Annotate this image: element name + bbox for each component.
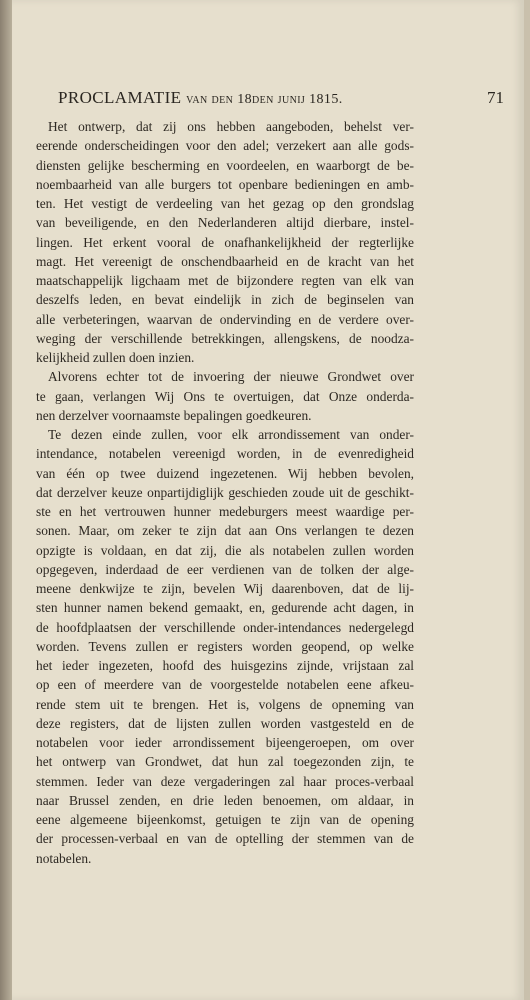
text-line: te gaan, verlangen Wij Ons te overtuigen, dat Onze onderda-: [36, 388, 414, 404]
text-line: van één op twee duizend ingezetenen. Wij hebben bevolen,: [36, 465, 414, 481]
text-line: weging der verschillende betrekkingen, allengskens, de noodza-: [36, 330, 414, 346]
text-line: kelijkheid zullen doen inzien.: [36, 350, 195, 365]
text-line: de hoofdplaatsen der verschillende onder-intendances nedergelegd: [36, 619, 414, 635]
text-line: het ieder ingezeten, hoofd des huisgezins zijnde, vrijstaan zal: [36, 658, 414, 673]
text-line: noembaarheid van alle burgers tot openbare bedieningen en amb-: [36, 176, 414, 192]
text-line: deze registers, dat de lijsten zullen worden vastgesteld en de: [36, 715, 414, 731]
running-title-sub: van den 18den junij 1815.: [186, 92, 343, 107]
text-line: van beveiligende, en den Nederlanderen altijd dierbare, instel-: [36, 215, 414, 231]
running-title-main: PROCLAMATIE: [58, 88, 182, 107]
text-line: naar Brussel zenden, en drie leden benoemen, om aldaar, in: [36, 792, 414, 808]
text-line: meene denkwijze te zijn, bevelen Wij daarenboven, dat de lij-: [36, 581, 414, 596]
text-line: ste en het vertrouwen hunner medeburgers meest waardige per-: [36, 504, 414, 519]
text-line: diensten gelijke bescherming en voordeelen, en waarborgt de be-: [36, 157, 414, 173]
text-line: alle verbeteringen, waarvan de ondervinding en de verdere over-: [36, 311, 414, 327]
text-line: opgegeven, inderdaad de eer verdienen van de tolken der alge-: [36, 561, 414, 577]
page-gutter: [0, 0, 12, 1000]
text-line: ten. Het vestigt de verdeeling van het gezag op den grondslag: [36, 196, 414, 211]
text-line: lingen. Het erkent vooral de onafhankelijkheid der regterlijke: [36, 234, 414, 250]
text-line: notabelen.: [36, 850, 92, 866]
text-line: op een of meerdere van de voorgestelde notabelen eene afkeu-: [36, 677, 414, 693]
running-title: [58, 88, 343, 108]
text-line: stemmen. Ieder van deze vergaderingen zal haar proces-verbaal: [36, 773, 414, 789]
text-line: Het ontwerp, dat zij ons hebben aangeboden, behelst ver-: [48, 119, 414, 134]
text-line: sonen. Maar, om zeker te zijn dat aan Ons verlangen te dezen: [36, 523, 414, 539]
text-line: nen derzelver voornaamste bepalingen goedkeuren.: [36, 407, 312, 423]
text-line: magt. Het vereenigt de onschendbaarheid en de kracht van het: [36, 253, 414, 269]
text-line: eerende onderscheidingen voor den adel; verzekert aan alle gods-: [36, 138, 414, 154]
body-text: [36, 117, 414, 868]
text-line: der processen-verbaal en van de optelling der stemmen van de: [36, 831, 414, 847]
running-header: [24, 88, 512, 108]
text-line: Te dezen einde zullen, voor elk arrondissement van onder-: [48, 427, 414, 442]
text-line: notabelen voor ieder arrondissement bijeengeroepen, om over: [36, 735, 414, 750]
text-line: eene algemeene bijeenkomst, getuigen te zijn van de opening: [36, 812, 414, 827]
text-line: rende stem uit te brengen. Het is, volgens de opneming van: [36, 696, 414, 712]
text-line: dat derzelver keuze onpartijdiglijk geschieden zoude uit de geschikt-: [36, 484, 414, 500]
text-line: deszelfs leden, en bevat eindelijk in zich de beginselen van: [36, 292, 414, 308]
text-line: opzigte is voldaan, en dat zij, die als notabelen zullen worden: [36, 542, 414, 558]
text-line: sten hunner namen bekend gemaakt, en, gedurende acht dagen, in: [36, 600, 414, 616]
text-line: het ontwerp van Grondwet, dat hun zal toegezonden zijn, te: [36, 754, 414, 770]
text-line: intendance, notabelen vereenigd worden, in de evenredigheid: [36, 446, 414, 462]
text-line: worden. Tevens zullen er registers worden geopend, op welke: [36, 638, 414, 654]
text-line: Alvorens echter tot de invoering der nieuwe Grondwet over: [48, 369, 414, 385]
text-line: maatschappelijk ligchaam met de bijzondere regten van elk van: [36, 273, 414, 288]
page-number: 71: [487, 88, 504, 107]
